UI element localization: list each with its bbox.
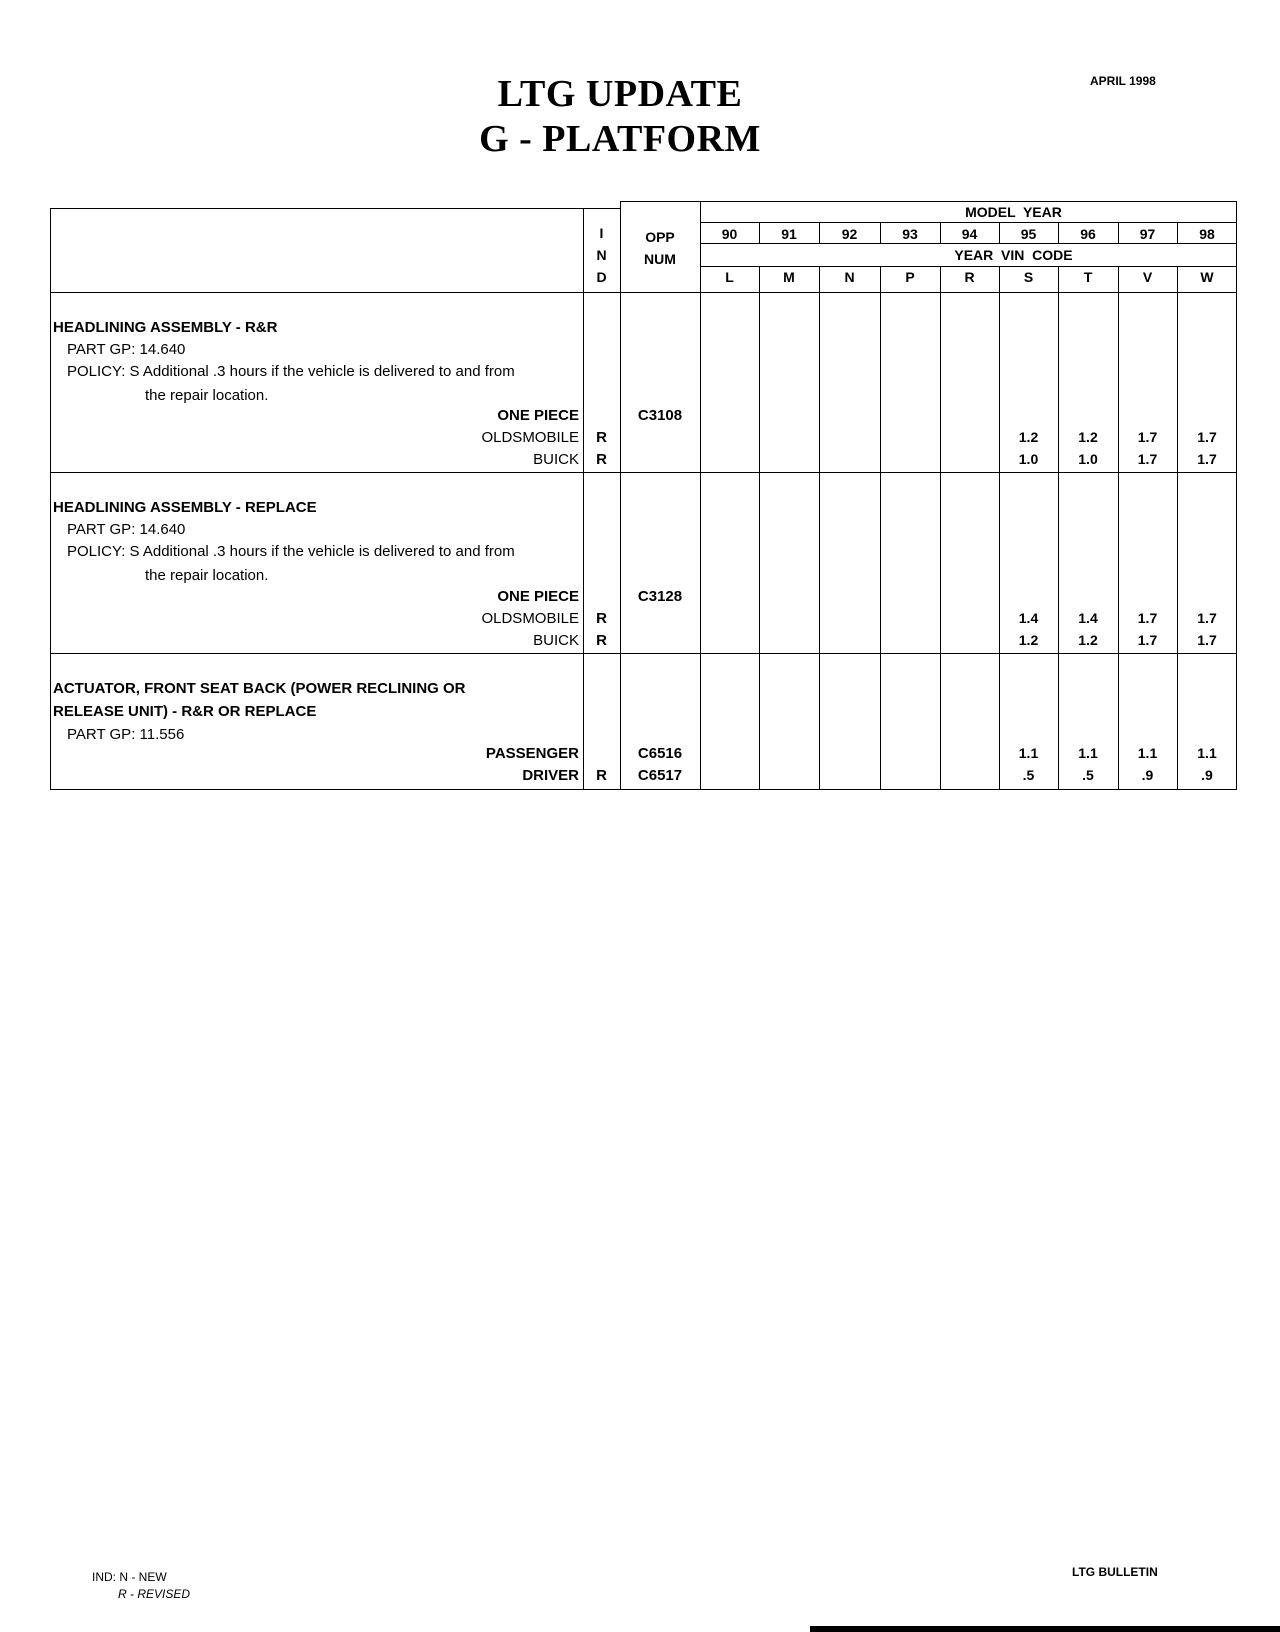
ind-legend-revised: R - REVISED bbox=[118, 1587, 191, 1601]
vin-code-w: W bbox=[1200, 269, 1214, 285]
row-time-value: 1.2 bbox=[1078, 429, 1098, 445]
section-title: RELEASE UNIT) - R&R OR REPLACE bbox=[53, 703, 317, 720]
year-header-92: 92 bbox=[841, 226, 858, 242]
opp-header-line1: OPP bbox=[645, 229, 675, 245]
row-time-value: 1.1 bbox=[1137, 745, 1158, 761]
opp-column-divider bbox=[700, 201, 701, 790]
section-title: HEADLINING ASSEMBLY - REPLACE bbox=[53, 499, 317, 516]
policy-text: POLICY: S Additional .3 hours if the vehicle is delivered to and from bbox=[67, 543, 515, 560]
page-title-line2: G - PLATFORM bbox=[479, 118, 761, 160]
model-year-label: MODEL YEAR bbox=[965, 204, 1062, 220]
row-ind: R bbox=[596, 610, 607, 627]
vin-col-divider bbox=[1058, 266, 1059, 790]
row-time-value: 1.0 bbox=[1078, 451, 1098, 467]
row-time-value: .5 bbox=[1022, 767, 1035, 783]
row-time-value: 1.4 bbox=[1078, 610, 1098, 626]
row-label: ONE PIECE bbox=[497, 588, 579, 605]
vin-code-t: T bbox=[1083, 269, 1093, 285]
row-time-value: 1.7 bbox=[1197, 610, 1217, 626]
vin-col-divider bbox=[1177, 266, 1178, 790]
section-title: HEADLINING ASSEMBLY - R&R bbox=[53, 319, 278, 336]
row-time-value: 1.2 bbox=[1018, 429, 1039, 445]
vin-col-divider bbox=[999, 266, 1000, 790]
row-time-value: 1.7 bbox=[1137, 632, 1158, 648]
row-time-value: 1.0 bbox=[1018, 451, 1039, 467]
vin-code-n: N bbox=[844, 269, 855, 285]
year-header-96: 96 bbox=[1080, 226, 1096, 242]
row-time-value: 1.2 bbox=[1078, 632, 1098, 648]
header-line-vin-bottom bbox=[700, 266, 1237, 267]
row-opp-num: C3108 bbox=[637, 407, 683, 424]
row-label: OLDSMOBILE bbox=[481, 429, 579, 446]
vin-code-label: YEAR VIN CODE bbox=[954, 247, 1073, 263]
row-time-value: 1.7 bbox=[1197, 451, 1217, 467]
part-group: PART GP: 14.640 bbox=[67, 341, 186, 358]
row-time-value: 1.1 bbox=[1078, 745, 1098, 761]
row-label: OLDSMOBILE bbox=[481, 610, 579, 627]
row-time-value: 1.7 bbox=[1137, 429, 1158, 445]
section-separator bbox=[50, 472, 1237, 473]
ind-header-letter: D bbox=[596, 269, 607, 285]
row-time-value: .9 bbox=[1141, 767, 1154, 783]
vin-col-divider bbox=[819, 266, 820, 790]
vin-col-divider bbox=[940, 266, 941, 790]
row-label: PASSENGER bbox=[485, 745, 579, 762]
row-opp-num: C6517 bbox=[637, 767, 683, 784]
vin-code-l: L bbox=[725, 269, 734, 285]
row-time-value: 1.1 bbox=[1018, 745, 1039, 761]
row-label: ONE PIECE bbox=[497, 407, 579, 424]
ind-header-letter: N bbox=[596, 247, 607, 263]
vin-code-s: S bbox=[1023, 269, 1034, 285]
year-header-91: 91 bbox=[781, 226, 797, 242]
row-time-value: 1.2 bbox=[1018, 632, 1039, 648]
year-header-98: 98 bbox=[1199, 226, 1215, 242]
year-header-90: 90 bbox=[721, 226, 738, 242]
row-time-value: .9 bbox=[1201, 767, 1213, 783]
row-time-value: 1.4 bbox=[1018, 610, 1039, 626]
vin-col-divider bbox=[759, 266, 760, 790]
desc-column-divider bbox=[583, 208, 584, 790]
policy-text-cont: the repair location. bbox=[145, 567, 269, 584]
row-time-value: .5 bbox=[1082, 767, 1094, 783]
row-time-value: 1.7 bbox=[1197, 632, 1217, 648]
row-opp-num: C3128 bbox=[637, 588, 683, 605]
page-title-line1: LTG UPDATE bbox=[497, 73, 743, 115]
vin-col-divider bbox=[1118, 266, 1119, 790]
bulletin-date: APRIL 1998 bbox=[1090, 74, 1156, 88]
header-line-year-bottom bbox=[700, 243, 1237, 244]
scan-edge-bar bbox=[810, 1626, 1280, 1632]
part-group: PART GP: 14.640 bbox=[67, 521, 186, 538]
year-header-94: 94 bbox=[961, 226, 978, 242]
vin-col-divider bbox=[880, 266, 881, 790]
row-label: BUICK bbox=[533, 451, 579, 468]
ind-header-letter: I bbox=[599, 225, 604, 241]
part-group: PART GP: 11.556 bbox=[67, 726, 185, 743]
row-time-value: 1.7 bbox=[1197, 429, 1217, 445]
row-opp-num: C6516 bbox=[637, 745, 683, 762]
row-label: DRIVER bbox=[522, 767, 579, 784]
vin-code-p: P bbox=[905, 269, 915, 285]
section-separator bbox=[50, 653, 1237, 654]
row-time-value: 1.1 bbox=[1197, 745, 1217, 761]
row-label: BUICK bbox=[533, 632, 579, 649]
row-ind: R bbox=[596, 632, 607, 649]
opp-header-line2: NUM bbox=[644, 251, 676, 267]
table-right-frame bbox=[620, 201, 1237, 790]
section-title: ACTUATOR, FRONT SEAT BACK (POWER RECLINING OR bbox=[53, 680, 466, 697]
year-header-95: 95 bbox=[1020, 226, 1037, 242]
row-ind: R bbox=[596, 451, 607, 468]
vin-code-v: V bbox=[1142, 269, 1153, 285]
header-line-year-top bbox=[700, 222, 1237, 223]
year-header-97: 97 bbox=[1139, 226, 1156, 242]
vin-code-r: R bbox=[964, 269, 975, 285]
bulletin-label: LTG BULLETIN bbox=[1072, 1565, 1158, 1579]
policy-text-cont: the repair location. bbox=[145, 387, 269, 404]
vin-code-m: M bbox=[783, 269, 795, 285]
row-time-value: 1.7 bbox=[1137, 451, 1158, 467]
row-time-value: 1.7 bbox=[1137, 610, 1158, 626]
row-ind: R bbox=[596, 767, 607, 784]
year-header-93: 93 bbox=[902, 226, 918, 242]
row-ind: R bbox=[596, 429, 607, 446]
ind-legend-new: IND: N - NEW bbox=[92, 1570, 167, 1584]
policy-text: POLICY: S Additional .3 hours if the vehicle is delivered to and from bbox=[67, 363, 515, 380]
